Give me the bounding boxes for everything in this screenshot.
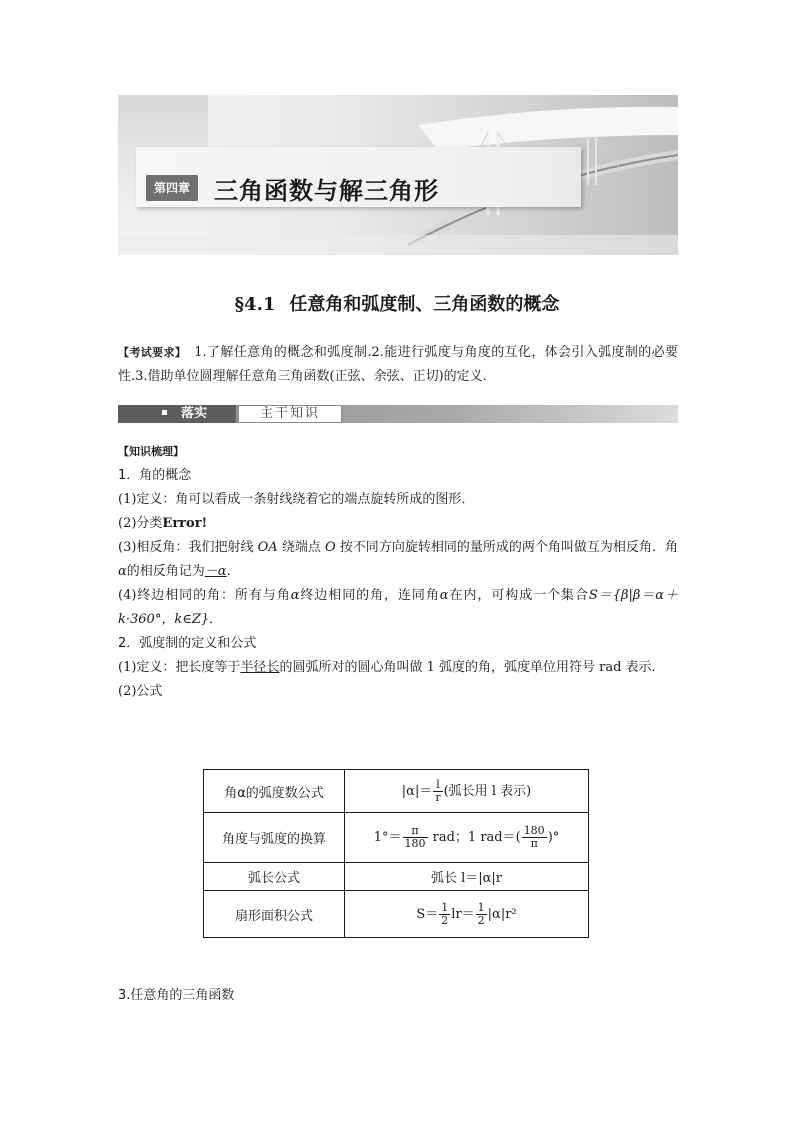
requirement-tag: 【考试要求】 — [118, 346, 187, 359]
row-formula: |α|＝ $\frac{l}{r}$ (弧长用 l 表示) — [345, 770, 589, 813]
angle-classification: (2)分类Error! — [118, 516, 208, 531]
bar-label-left: 落实 — [118, 405, 236, 423]
bar-label-right: 主干知识 — [238, 405, 342, 423]
subsection-radian: 2．弧度制的定义和公式 — [118, 636, 257, 651]
table-row — [204, 770, 589, 813]
chapter-banner — [118, 95, 678, 255]
row-formula: S＝ $\frac{1}{2}$ lr＝ $\frac{1}{2}$ |α|r² — [345, 891, 589, 938]
knowledge-content — [118, 440, 678, 704]
row-formula: 弧长 l＝|α|r — [345, 863, 589, 891]
square-bullet-icon — [162, 410, 167, 415]
row-formula: 1°＝ $\frac{\pi}{180}$ rad；1 rad＝( $\frac{180}{\pi}$ )° — [345, 813, 589, 863]
formula-title: (2)公式 — [118, 684, 163, 699]
row-label: 扇形面积公式 — [204, 891, 345, 938]
coterminal-angles: (4)终边相同的角：所有与角α终边相同的角，连同角α在内，可构成一个集合S＝{β|β＝α＋k·360°，k∈Z}． — [118, 588, 678, 627]
formula-table — [203, 769, 589, 938]
knowledge-heading: 【知识梳理】 — [118, 445, 184, 458]
exam-requirements — [118, 341, 678, 389]
angle-definition: (1)定义：角可以看成一条射线绕着它的端点旋转所成的图形． — [118, 492, 475, 507]
chapter-badge: 第四章 — [146, 175, 198, 201]
section-number: §4.1 — [234, 294, 276, 315]
subsection-angle: 1．角的概念 — [118, 468, 192, 483]
table-row — [204, 813, 589, 863]
row-label: 角α的弧度数公式 — [204, 770, 345, 813]
opposite-angle: (3)相反角：我们把射线 OA 绕端点 O 按不同方向旋转相同的量所成的两个角叫做互为相反角．角α的相反角记为－α. — [118, 540, 678, 579]
section-heading: 任意角和弧度制、三角函数的概念 — [289, 294, 560, 315]
chapter-title: 三角函数与解三角形 — [214, 177, 439, 205]
row-label: 角度与弧度的换算 — [204, 813, 345, 863]
table-row — [204, 863, 589, 891]
section-bar — [118, 405, 678, 423]
radian-definition: (1)定义：把长度等于半径长的圆弧所对的圆心角叫做 1 弧度的角，弧度单位用符号 rad 表示． — [118, 660, 665, 675]
subsection-trig-functions: 3.任意角的三角函数 — [118, 988, 235, 1003]
row-label: 弧长公式 — [204, 863, 345, 891]
table-row — [204, 891, 589, 938]
section-title — [0, 290, 794, 316]
requirement-text: 1.了解任意角的概念和弧度制.2.能进行弧度与角度的互化，体会引入弧度制的必要性.3.借助单位圆理解任意角三角函数(正弦、余弦、正切)的定义. — [118, 345, 678, 384]
